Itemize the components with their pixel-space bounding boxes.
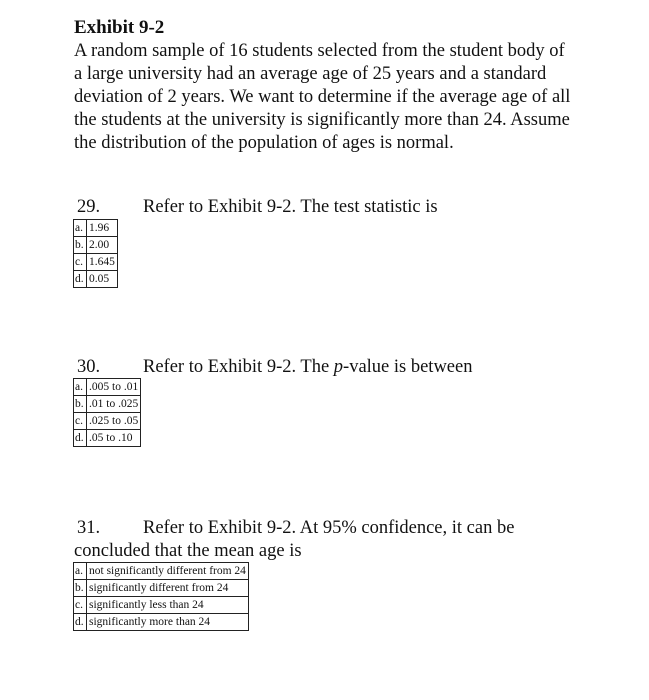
option-row[interactable]	[74, 220, 118, 237]
option-letter: a.	[74, 379, 87, 396]
option-letter: d.	[74, 614, 87, 631]
option-row[interactable]	[74, 396, 141, 413]
question-31-options	[73, 562, 249, 631]
option-row[interactable]	[74, 563, 249, 580]
exhibit-title: Exhibit 9-2	[74, 17, 165, 38]
exhibit-text: A random sample of 16 students selected from the student body of a large university had an average age of 25 years and a standard deviation of 2 years. We want to determine if the average age of all the students at the university is significantly more than 24. Assume the distribution of the population of ages is normal.	[74, 41, 571, 153]
question-29-number: 29.	[77, 197, 101, 217]
option-text: .005 to .01	[87, 379, 141, 396]
option-row[interactable]	[74, 413, 141, 430]
option-row[interactable]	[74, 597, 249, 614]
option-text: 0.05	[87, 271, 118, 288]
question-29-text: Refer to Exhibit 9-2. The test statistic is	[143, 197, 438, 217]
question-30-text-before: Refer to Exhibit 9-2. The	[143, 357, 334, 377]
option-row[interactable]	[74, 254, 118, 271]
question-31-text-line1: Refer to Exhibit 9-2. At 95% confidence, it can be	[143, 518, 515, 538]
question-31-number: 31.	[77, 518, 101, 538]
option-text: significantly less than 24	[87, 597, 249, 614]
option-row[interactable]	[74, 379, 141, 396]
option-letter: d.	[74, 430, 87, 447]
option-letter: a.	[74, 220, 87, 237]
option-row[interactable]	[74, 271, 118, 288]
option-letter: a.	[74, 563, 87, 580]
option-letter: c.	[74, 254, 87, 271]
option-text: significantly more than 24	[87, 614, 249, 631]
question-30-text-italic: p	[333, 357, 344, 377]
question-30-text-after: -value is between	[343, 357, 473, 377]
question-30-text	[143, 357, 472, 378]
option-row[interactable]	[74, 580, 249, 597]
option-row[interactable]	[74, 614, 249, 631]
option-text: 1.645	[87, 254, 118, 271]
option-text: 1.96	[87, 220, 118, 237]
option-letter: c.	[74, 597, 87, 614]
option-letter: b.	[74, 580, 87, 597]
option-row[interactable]	[74, 237, 118, 254]
option-letter: b.	[74, 396, 87, 413]
question-30-options	[73, 378, 141, 447]
option-text: 2.00	[87, 237, 118, 254]
question-29-options	[73, 219, 118, 288]
option-letter: c.	[74, 413, 87, 430]
option-text: not significantly different from 24	[87, 563, 249, 580]
question-30-number: 30.	[77, 357, 101, 377]
option-letter: d.	[74, 271, 87, 288]
option-letter: b.	[74, 237, 87, 254]
option-text: .025 to .05	[87, 413, 141, 430]
option-row[interactable]	[74, 430, 141, 447]
question-31-text-line2: concluded that the mean age is	[74, 541, 302, 561]
option-text: .05 to .10	[87, 430, 141, 447]
option-text: significantly different from 24	[87, 580, 249, 597]
option-text: .01 to .025	[87, 396, 141, 413]
